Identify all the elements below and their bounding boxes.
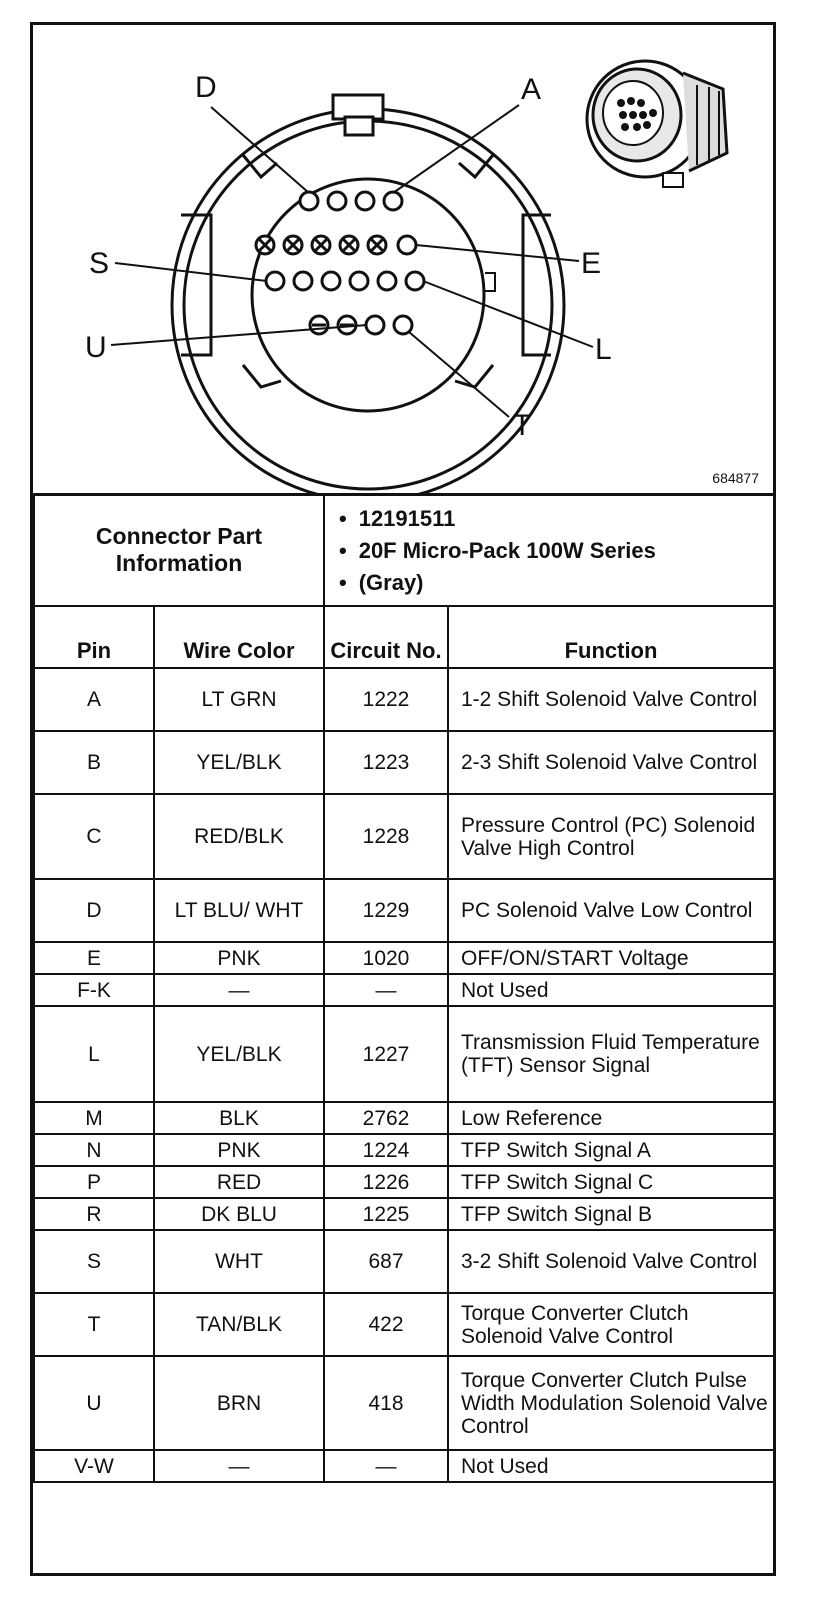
wire-color-cell: DK BLU <box>154 1198 324 1230</box>
table-row <box>34 1134 774 1166</box>
pin-cavity-u <box>366 316 384 334</box>
pin-cavity-t <box>394 316 412 334</box>
function-cell: Pressure Control (PC) Solenoid Valve High Control <box>448 794 774 879</box>
wire-color-cell: TAN/BLK <box>154 1293 324 1356</box>
pin-cell: M <box>34 1102 154 1134</box>
table-row <box>34 1198 774 1230</box>
inner-shell-ring <box>184 121 552 489</box>
pin-label-u: U <box>85 331 107 364</box>
circuit-cell: 1020 <box>324 942 448 974</box>
pin-cell: F-K <box>34 974 154 1006</box>
leader-line-a <box>393 105 519 193</box>
wire-color-cell: — <box>154 974 324 1006</box>
function-cell: 1-2 Shift Solenoid Valve Control <box>448 668 774 731</box>
pin-cell: A <box>34 668 154 731</box>
wire-color-cell: PNK <box>154 1134 324 1166</box>
circuit-cell: 418 <box>324 1356 448 1450</box>
plugged-cavity <box>368 236 386 254</box>
pin-label-a: A <box>521 73 542 106</box>
table-row <box>34 668 774 731</box>
part-number: • 12191511 <box>339 503 773 535</box>
pin-cavity <box>322 272 340 290</box>
wire-color-cell: BLK <box>154 1102 324 1134</box>
pin-cell: S <box>34 1230 154 1293</box>
wire-color-cell: BRN <box>154 1356 324 1450</box>
pin-cell: N <box>34 1134 154 1166</box>
table-row <box>34 879 774 942</box>
connector-info-label: Connector Part Information <box>34 494 324 606</box>
pin-label-s: S <box>89 247 110 280</box>
table-row <box>34 731 774 794</box>
wire-color-cell: LT BLU/ WHT <box>154 879 324 942</box>
header-pin: Pin <box>34 606 154 668</box>
pin-table <box>33 605 775 1483</box>
pin-label-t: T <box>513 409 532 442</box>
wire-color-cell: PNK <box>154 942 324 974</box>
pin-cavity <box>294 272 312 290</box>
pin-cavity <box>356 192 374 210</box>
function-cell: Low Reference <box>448 1102 774 1134</box>
table-row <box>34 794 774 879</box>
leader-line-l <box>423 281 593 347</box>
header-function: Function <box>448 606 774 668</box>
pin-table-header <box>34 606 774 668</box>
connector-diagram <box>33 25 773 496</box>
pin-cell: R <box>34 1198 154 1230</box>
table-row <box>34 974 774 1006</box>
pin-cavity <box>300 192 318 210</box>
pin-cavity-s <box>266 272 284 290</box>
header-wire-color: Wire Color <box>154 606 324 668</box>
function-cell: Torque Converter Clutch Solenoid Valve Control <box>448 1293 774 1356</box>
function-cell: PC Solenoid Valve Low Control <box>448 879 774 942</box>
outer-shell-ring <box>172 109 564 493</box>
function-cell: Not Used <box>448 974 774 1006</box>
circuit-cell: 1225 <box>324 1198 448 1230</box>
circuit-cell: 1223 <box>324 731 448 794</box>
pin-cell: T <box>34 1293 154 1356</box>
circuit-cell: 687 <box>324 1230 448 1293</box>
wire-color-cell: LT GRN <box>154 668 324 731</box>
header-circuit: Circuit No. <box>324 606 448 668</box>
connector-series: • 20F Micro-Pack 100W Series <box>339 535 773 567</box>
pin-insert-ring <box>252 179 484 411</box>
table-row <box>34 1166 774 1198</box>
pin-cavity <box>350 272 368 290</box>
plugged-cavity <box>338 316 356 334</box>
function-cell: Transmission Fluid Temperature (TFT) Sensor Signal <box>448 1006 774 1102</box>
pin-cavity <box>328 192 346 210</box>
table-row <box>34 1230 774 1293</box>
wire-color-cell: WHT <box>154 1230 324 1293</box>
circuit-cell: 1227 <box>324 1006 448 1102</box>
table-row <box>34 1450 774 1482</box>
wire-color-cell: YEL/BLK <box>154 731 324 794</box>
function-cell: 2-3 Shift Solenoid Valve Control <box>448 731 774 794</box>
function-cell: Torque Converter Clutch Pulse Width Modulation Solenoid Valve Control <box>448 1356 774 1450</box>
pin-cavity-l <box>406 272 424 290</box>
connector-info-values <box>324 494 774 606</box>
plugged-cavity <box>312 236 330 254</box>
function-cell: 3-2 Shift Solenoid Valve Control <box>448 1230 774 1293</box>
pin-cavity <box>378 272 396 290</box>
pin-cavity-e <box>398 236 416 254</box>
wire-color-cell: RED/BLK <box>154 794 324 879</box>
insert-key <box>485 273 495 291</box>
function-cell: TFP Switch Signal A <box>448 1134 774 1166</box>
function-cell: Not Used <box>448 1450 774 1482</box>
wire-color-cell: RED <box>154 1166 324 1198</box>
circuit-cell: — <box>324 974 448 1006</box>
circuit-cell: 1222 <box>324 668 448 731</box>
pin-cell: D <box>34 879 154 942</box>
table-row <box>34 1006 774 1102</box>
table-row <box>34 1356 774 1450</box>
connector-color: • (Gray) <box>339 567 773 599</box>
locking-tab <box>333 95 383 119</box>
circuit-cell: 1228 <box>324 794 448 879</box>
pin-cell: E <box>34 942 154 974</box>
plugged-cavity <box>310 316 328 334</box>
circuit-cell: — <box>324 1450 448 1482</box>
circuit-cell: 1229 <box>324 879 448 942</box>
lower-left-notch <box>243 365 281 387</box>
pin-cell: L <box>34 1006 154 1102</box>
pin-cell: V-W <box>34 1450 154 1482</box>
pin-label-d: D <box>195 71 217 104</box>
locking-tab-stem <box>345 117 373 135</box>
table-row <box>34 942 774 974</box>
plugged-cavity <box>284 236 302 254</box>
figure-id: 684877 <box>712 470 759 486</box>
wire-color-cell: YEL/BLK <box>154 1006 324 1102</box>
circuit-cell: 422 <box>324 1293 448 1356</box>
leader-line-s <box>115 263 267 281</box>
leader-line-d <box>211 107 309 193</box>
circuit-cell: 2762 <box>324 1102 448 1134</box>
connector-info-table <box>33 493 775 607</box>
table-row <box>34 1102 774 1134</box>
table-row <box>34 1293 774 1356</box>
function-cell: TFP Switch Signal C <box>448 1166 774 1198</box>
connector-3d-icon <box>587 61 727 187</box>
leader-line-t <box>409 332 509 417</box>
wire-color-cell: — <box>154 1450 324 1482</box>
plugged-cavity <box>340 236 358 254</box>
function-cell: OFF/ON/START Voltage <box>448 942 774 974</box>
pin-label-l: L <box>595 333 612 366</box>
pin-cell: C <box>34 794 154 879</box>
circuit-cell: 1224 <box>324 1134 448 1166</box>
pin-cell: P <box>34 1166 154 1198</box>
pin-label-e: E <box>581 247 602 280</box>
pin-cell: B <box>34 731 154 794</box>
leader-line-u <box>111 325 367 345</box>
circuit-cell: 1226 <box>324 1166 448 1198</box>
pin-cell: U <box>34 1356 154 1450</box>
connector-sheet <box>30 22 776 1576</box>
function-cell: TFP Switch Signal B <box>448 1198 774 1230</box>
pin-cavity <box>384 192 402 210</box>
plugged-cavity <box>256 236 274 254</box>
connector-face-svg <box>33 25 773 493</box>
